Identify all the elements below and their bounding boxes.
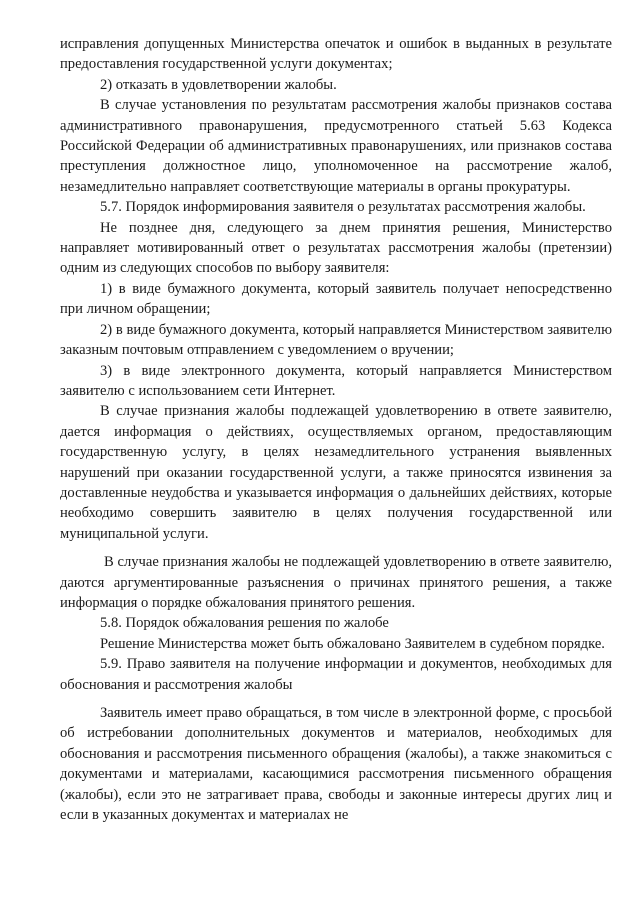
section-5-8-heading: 5.8. Порядок обжалования решения по жалобе	[100, 615, 389, 632]
paragraph-court-appeal: Решение Министерства может быть обжаловано Заявителем в судебном порядке.	[100, 635, 605, 652]
list-item-3-electronic: 3) в виде электронного документа, который направляется Министерством заявителю с использованием сети Интернет.	[60, 362, 612, 399]
document-body	[60, 34, 612, 825]
paragraph-complaint-satisfied: В случае признания жалобы подлежащей удовлетворению в ответе заявителю, дается информация о действиях, осуществляемых органом, предоставляющим государственную услугу, в целях незамедлительного устранения выявленных нарушений при оказании государственной услуги, а также приносятся извинения за доставленные неудобства и указывается информация о дальнейших действиях, которые необходимо совершить заявителю в целях получения государственной или муниципальной услуги.	[60, 403, 612, 542]
paragraph-response-deadline: Не позднее дня, следующего за днем принятия решения, Министерство направляет мотивированный ответ о результатах рассмотрения жалобы (претензии) одним из следующих способов по выбору заявителя:	[60, 219, 612, 277]
paragraph-continuation: исправления допущенных Министерства опечаток и ошибок в выданных в результате предоставления государственной услуги документах;	[60, 36, 612, 73]
list-item-1-paper-in-person: 1) в виде бумажного документа, который заявитель получает непосредственно при личном обращении;	[60, 280, 612, 318]
list-item-2-registered-mail: 2) в виде бумажного документа, который направляется Министерством заявителю заказным почтовым отправлением с уведомлением о вручении;	[60, 321, 612, 359]
paragraph-prosecution: В случае установления по результатам рассмотрения жалобы признаков состава административного правонарушения, предусмотренного статьей 5.63 Кодекса Российской Федерации об административных правонарушениях, или признаков состава преступления должностное лицо, уполномоченное на рассмотрение жалоб, незамедлительно направляет соответствующие материалы в органы прокуратуры.	[60, 97, 612, 195]
paragraph-complaint-rejected: В случае признания жалобы не подлежащей удовлетворению в ответе заявителю, даются аргументированные разъяснения о причинах принятого решения, а также информация о порядке обжалования принятого решения.	[60, 554, 612, 611]
paragraph-applicant-rights: Заявитель имеет право обращаться, в том числе в электронной форме, с просьбой об истребовании дополнительных документов и материалов, необходимых для обоснования и рассмотрения письменного обращения (жалобы), а также знакомиться с документами и материалами, касающимися рассмотрения письменного обращения (жалобы), если это не затрагивает права, свободы и законные интересы других лиц и если в указанных документах и материалах не	[60, 705, 612, 824]
list-item-2-refuse: 2) отказать в удовлетворении жалобы.	[100, 76, 337, 93]
section-5-7-heading: 5.7. Порядок информирования заявителя о результатах рассмотрения жалобы.	[100, 199, 586, 216]
section-5-9-heading: 5.9. Право заявителя на получение информации и документов, необходимых для обоснования и рассмотрения жалобы	[60, 656, 612, 693]
